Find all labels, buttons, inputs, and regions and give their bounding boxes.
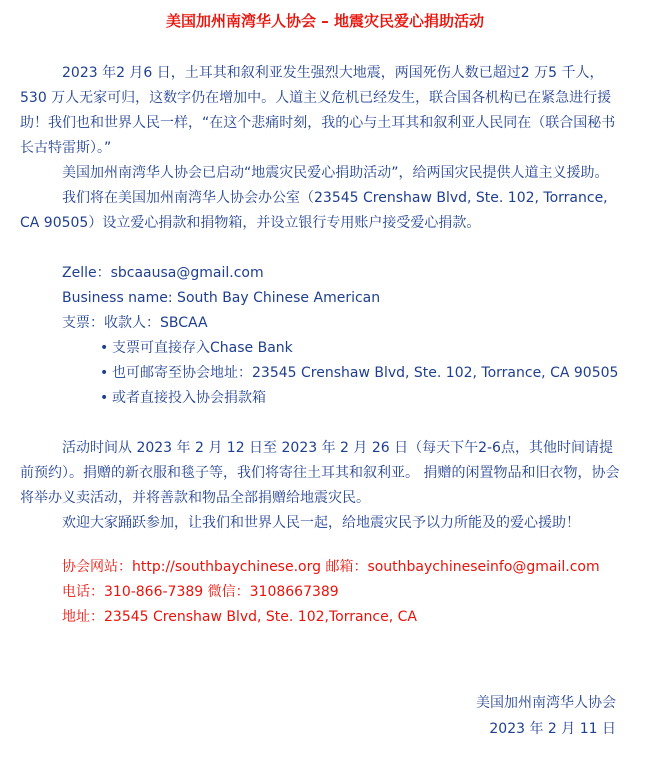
page-title: 美国加州南湾华人协会 – 地震灾民爱心捐助活动	[166, 12, 484, 30]
event-time-paragraph: 活动时间从 2023 年 2 月 12 日至 2023 年 2 月 26 日（每天下午2-6点，其他时间请提前预约）。捐赠的新衣服和毯子等，我们将寄往土耳其和叙利亚。 捐赠的闲置物品和旧衣物，协会将举办义卖活动，并将善款和物品全部捐赠给地震灾民。	[20, 440, 620, 506]
business-name-line: Business name: South Bay Chinese American	[62, 290, 381, 306]
announcement-body	[20, 61, 620, 630]
donation-box-paragraph: 我们将在美国加州南湾华人协会办公室（23545 Crenshaw Blvd, Ste. 102, Torrance, CA 90505）设立爱心捐款和捐物箱，并设立银行专用账户接受爱心捐款。	[20, 190, 608, 231]
signature-block	[476, 690, 616, 742]
list-item: • 也可邮寄至协会地址：23545 Crenshaw Blvd, Ste. 102, Torrance, CA 90505	[100, 361, 620, 386]
list-item: • 支票可直接存入Chase Bank	[100, 336, 620, 361]
check-options-list	[20, 336, 620, 411]
address-line: 地址：23545 Crenshaw Blvd, Ste. 102,Torrance, CA	[62, 609, 417, 625]
signature-date: 2023 年 2 月 11 日	[489, 721, 616, 737]
invitation-paragraph: 欢迎大家踊跃参加，让我们和世界人民一起，给地震灾民予以力所能及的爱心援助！	[62, 515, 580, 531]
intro-paragraph: 2023 年2 月6 日，土耳其和叙利亚发生强烈大地震，两国死伤人数已超过2 万5 千人，530 万人无家可归，这数字仍在增加中。人道主义危机已经发生，联合国各机构已在紧急进行援助！我们也和世界人民一样，“在这个悲痛时刻，我的心与土耳其和叙利亚人民同在（联合国秘书长古特雷斯）。”	[20, 65, 616, 156]
check-line: 支票：收款人：SBCAA	[62, 315, 208, 331]
list-item: • 或者直接投入协会捐款箱	[100, 386, 620, 411]
signature-org: 美国加州南湾华人协会	[476, 695, 616, 711]
phone-wechat-line: 电话：310-866-7389 微信：3108667389	[62, 584, 339, 600]
website-email-line: 协会网站：http://southbaychinese.org 邮箱：southbaychineseinfo@gmail.com	[62, 559, 600, 575]
zelle-line: Zelle：sbcaausa@gmail.com	[62, 265, 264, 281]
launch-paragraph: 美国加州南湾华人协会已启动“地震灾民爱心捐助活动”，给两国灾民提供人道主义援助。	[62, 165, 609, 181]
